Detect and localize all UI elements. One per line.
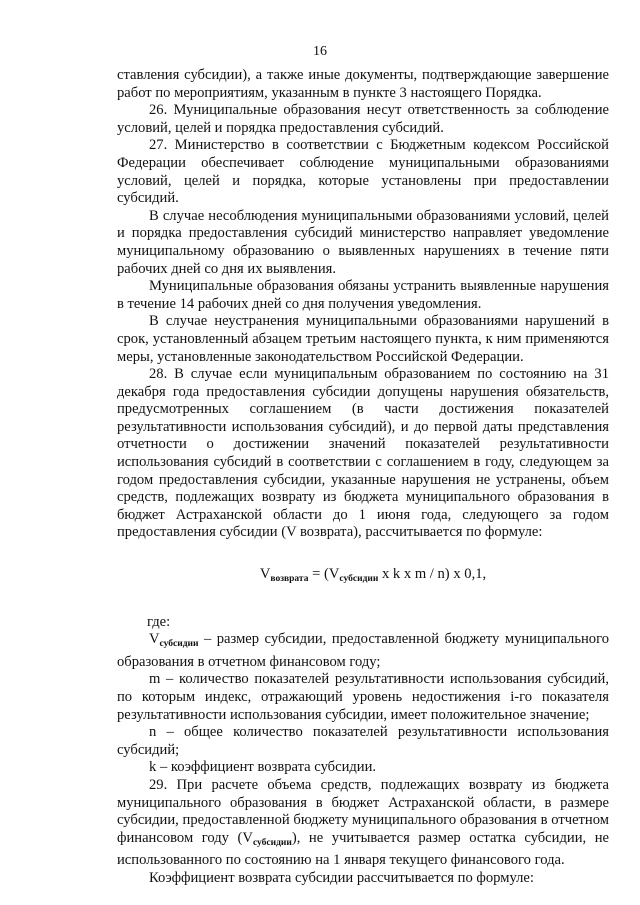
paragraph-27-violations: В случае несоблюдения муниципальными образованиями условий, целей и порядка предоставления субсидий министерство направляет уведомление муниципальному образованию о выявленных нарушениях в течение пяти рабочих дней со дня их выявления. (117, 207, 609, 277)
paragraph-continuation: ставления субсидии), а также иные документы, подтверждающие завершение работ по мероприятиям, указанным в пункте 3 настоящего Порядка. (117, 67, 609, 101)
paragraph-28: 28. В случае если муниципальным образованием по состоянию на 31 декабря года предоставления субсидии допущены нарушения обязательств, предусмотренных соглашением (в части достижения показателей результативности использования субсидий), и до первой даты представления отчетности о достижении значений показателей результативности использования субсидий в соответствии с соглашением в году, следующем за годом предоставления субсидии, указанные нарушения не устранены, объем средств, подлежащих возврату из бюджета муниципального образования в бюджет Астраханской области до 1 июня года, следующего за годом предоставления субсидии (V возврата), рассчитывается по формуле: (117, 366, 609, 541)
p29-before: 29. При расчете объема средств, подлежащих возврату из бюджета муниципального образования в бюджет Астраханской области, в размере субсидии, предоставленной бюджету муниципального образования в отчетном финансовом году (V (117, 776, 609, 846)
paragraph-27-obligation: Муниципальные образования обязаны устранить выявленные нарушения в течение 14 рабочих дней со дня получения уведомления. (117, 278, 609, 312)
p29-after: ), не учитывается размер остатка субсидии, не использованного по состоянию на 1 января текущего финансового года. (117, 829, 609, 869)
paragraph-29 (117, 777, 609, 870)
formula-sub-vozvrata: возврата (270, 574, 309, 585)
paragraph-27: 27. Министерство в соответствии с Бюджетным кодексом Российской Федерации обеспечивает соблюдение муниципальными образованиями условий, целей и порядка, которые установлены при предоставлении субсидий. (117, 137, 609, 207)
where-label: где: (147, 613, 171, 630)
definition-n: n – общее количество показателей результативности использования субсидий; (117, 724, 609, 758)
formula-eq-open: = (V (308, 566, 340, 583)
formula-sub-subsidii: субсидии (339, 574, 379, 585)
paragraph-26: 26. Муниципальные образования несут ответственность за соблюдение условий, целей и порядка предоставления субсидий. (117, 102, 609, 136)
return-formula (117, 566, 609, 589)
document-body (117, 67, 609, 888)
def-v: V (149, 631, 160, 648)
definition-v-subsidii (117, 631, 609, 671)
definition-m: m – количество показателей результативности использования субсидий, по которым индекс, отражающий уровень недостижения i-го показателя результативности использования субсидии, имеет положительное значение; (117, 671, 609, 723)
def-v-sub: субсидии (159, 639, 199, 650)
formula-rest: x k x m / n) x 0,1, (378, 566, 487, 583)
def-v-text: – размер субсидии, предоставленной бюджету муниципального образования в отчетном финансовом году; (117, 631, 609, 670)
paragraph-coefficient: Коэффициент возврата субсидии рассчитывается по формуле: (149, 869, 534, 886)
paragraph-27-measures: В случае неустранения муниципальными образованиями нарушений в срок, установленный абзацем третьим настоящего пункта, к ним применяются меры, установленные законодательством Российской Федерации. (117, 313, 609, 365)
p29-sub: субсидии (252, 837, 292, 848)
page-number: 16 (313, 44, 327, 59)
formula-v: V (259, 566, 271, 583)
definition-k: k – коэффициент возврата субсидии. (149, 759, 377, 776)
